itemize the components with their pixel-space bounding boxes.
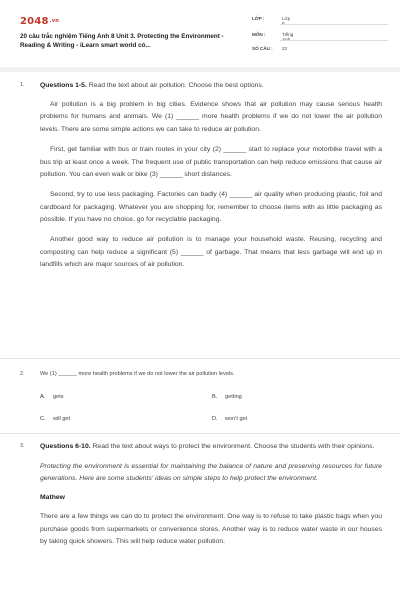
question-body: [40, 441, 382, 549]
option-b[interactable]: [212, 394, 242, 400]
question-lead-bold: Questions 1-5.: [40, 82, 87, 89]
logo-text: 2048: [20, 16, 49, 27]
question-lead-text: Read the text about air pollution. Choose the best options.: [86, 82, 264, 89]
question-separator: [0, 358, 400, 359]
question-separator: [0, 433, 400, 434]
document-title: 20 câu trắc nghiệm Tiếng Anh 8 Unit 3. Protecting the Environment - Reading & Writing - iLearn smart world có...: [20, 33, 224, 49]
question-lead: [40, 80, 382, 93]
question-body: [40, 80, 382, 272]
student-opinion: There are a few things we can do to protect the environment. One way is to refuse to take plastic bags when you purchase goods from supermarkets or convenience stores. Another way is to reduce water waste in our houses by taking quick showers. This will help reduce water pollution.: [40, 512, 382, 546]
question-lead: [40, 441, 382, 454]
option-letter: B.: [212, 394, 218, 400]
meta-subject-label: MÔN :: [252, 32, 266, 37]
question-lead-text: Read the text about ways to protect the environment. Choose the students with their opinions.: [90, 443, 375, 450]
site-logo[interactable]: [20, 16, 59, 27]
header-divider: [0, 67, 400, 72]
meta-divider: [280, 24, 388, 25]
question-2: [20, 371, 382, 431]
option-letter: C.: [40, 416, 46, 422]
question-number: 1.: [20, 82, 25, 88]
option-a[interactable]: [40, 394, 64, 400]
passage-paragraph: First, get familiar with bus or train routes in your city (2) ______ start to replace your motorbike travel with a bus trip at least once a week. The frequent use of public transportation can help reduce emissions that cause air pollution. You can even walk or bike (3) ______ short distances.: [40, 145, 382, 179]
option-letter: A.: [40, 394, 46, 400]
passage-intro: Protecting the environment is essential for maintaining the balance of nature and preserving resources for future generations. Here are some students' ideas on simple steps to help protect the environment.: [40, 462, 382, 483]
meta-class-value: Lớp 8: [282, 16, 291, 26]
question-number: 2.: [20, 371, 25, 377]
option-c[interactable]: [40, 416, 70, 422]
option-text: gets: [53, 394, 64, 400]
meta-subject-value: Tiếng Anh: [282, 32, 294, 42]
option-d[interactable]: [212, 416, 247, 422]
meta-count-label: SỐ CÂU :: [252, 46, 273, 51]
question-lead-bold: Questions 6-10.: [40, 443, 91, 450]
passage-paragraph: Air pollution is a big problem in big cities. Evidence shows that air pollution may cause serious health problems for humans and animals. We (1) ______ more health problems if we do not lower the air pollution levels. There are some simple actions we can take to reduce air pollution.: [40, 100, 382, 134]
meta-class-label: LỚP :: [252, 16, 265, 21]
passage-paragraph: Another good way to reduce air pollution is to manage your household waste. Reusing, recycling and composting can help reduce a significant (5) ______ of garbage. That means that less garbage will end up in landfills which are major sources of air pollution.: [40, 236, 382, 269]
passage-paragraph: Second, try to use less packaging. Factories can badly (4) ______ air quality when producing plastic, foil and cardboard for packaging. Whatever you are shopping for, remember to choose items with as little packaging as possible. If you have no choice, go for recyclable packaging.: [40, 190, 382, 224]
question-stem: We (1) ______ more health problems if we do not lower the air pollution levels.: [40, 371, 235, 377]
meta-divider: [280, 40, 388, 41]
question-1: [20, 80, 382, 272]
option-letter: D.: [212, 416, 218, 422]
page-header: [0, 0, 400, 60]
option-text: getting: [225, 394, 242, 400]
student-name: Mathew: [40, 494, 65, 502]
logo-suffix: .vn: [49, 18, 59, 24]
option-text: will get: [53, 416, 71, 422]
option-text: won't get: [225, 416, 248, 422]
meta-count-value: 22: [282, 46, 288, 51]
question-number: 3.: [20, 443, 25, 449]
question-3: [20, 441, 382, 549]
